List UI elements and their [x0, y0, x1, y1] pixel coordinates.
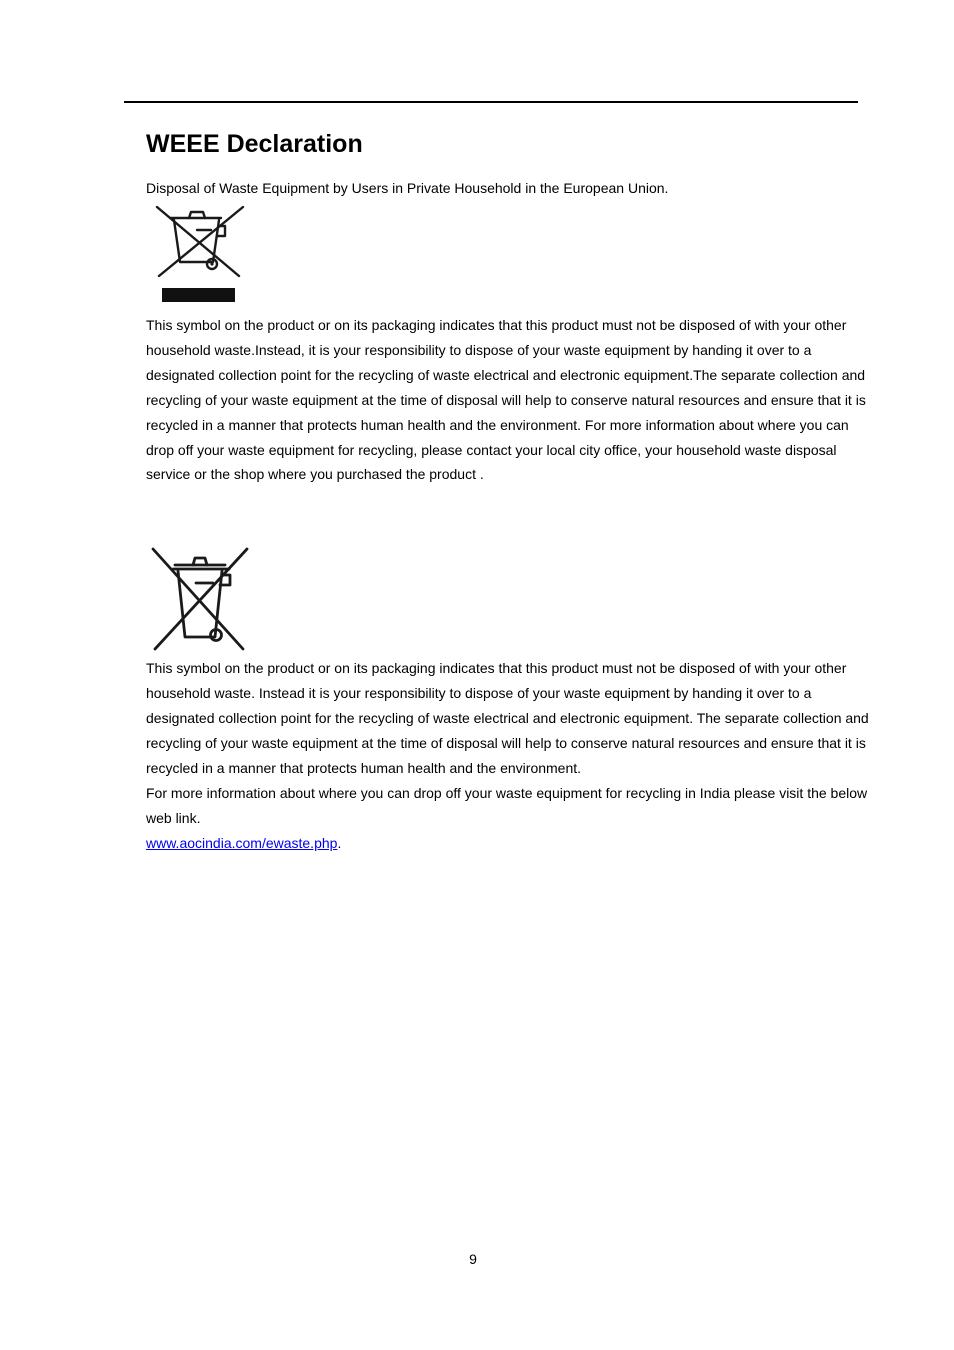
- crossed-out-wheelie-bin-icon: [149, 545, 251, 654]
- header-rule: [124, 101, 858, 103]
- crossed-out-wheelie-bin-icon: [153, 204, 247, 304]
- intro-text: Disposal of Waste Equipment by Users in Private Household in the European Union.: [146, 180, 669, 196]
- eu-disposal-paragraph: This symbol on the product or on its packaging indicates that this product must not be disposed of with your other household waste.Instead, it is your responsibility to dispose of your waste equipment by handing it over to a designated collection point for the recycling of waste electrical and electronic equipment.The separate collection and recycling of your waste equipment at the time of disposal will help to conserve natural resources and ensure that it is recycled in a manner that protects human health and the environment. For more information about where you can drop off your waste equipment for recycling, please contact your local city office, your household waste disposal service or the shop where you purchased the product .: [146, 317, 866, 483]
- india-disposal-paragraph: This symbol on the product or on its packaging indicates that this product must not be disposed of with your other household waste. Instead it is your responsibility to dispose of your waste equipment by handing it over to a designated collection point for the recycling of waste electrical and electronic equipment. The separate collection and recycling of your waste equipment at the time of disposal will help to conserve natural resources and ensure that it is recycled in a manner that protects human health and the environment.: [146, 660, 869, 776]
- india-more-info-paragraph: For more information about where you can drop off your waste equipment for recycling in India please visit the below web link.: [146, 785, 868, 826]
- ewaste-web-link[interactable]: www.aocindia.com/ewaste.php: [146, 835, 338, 851]
- page-number: 9: [469, 1251, 477, 1267]
- page-title: WEEE Declaration: [146, 130, 363, 158]
- link-suffix: .: [337, 835, 342, 851]
- link-line: [146, 831, 341, 856]
